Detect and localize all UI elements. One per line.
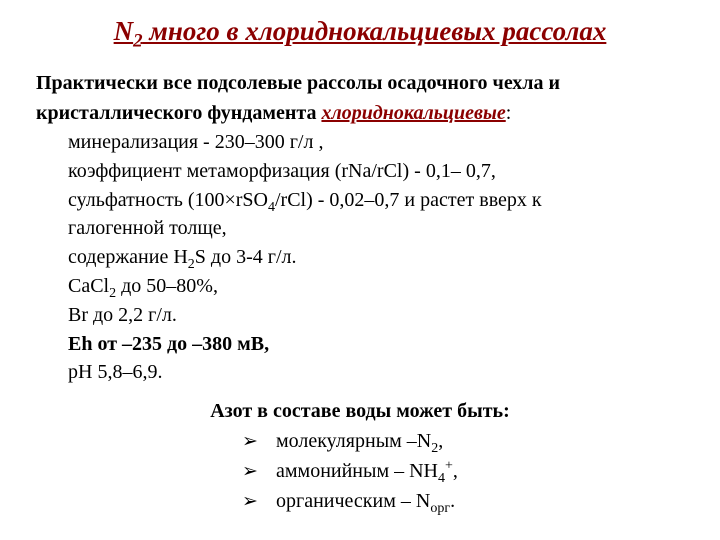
- list-item: [242, 456, 720, 486]
- nitrogen-item-sub: 4: [437, 471, 445, 486]
- h2s-line: [68, 243, 708, 272]
- arrow-bullet-icon: ➢: [242, 430, 258, 452]
- h2s-text-a: содержание H: [68, 246, 188, 269]
- metamorphization-line: коэффициент метаморфизация (rNa/rCl) - 0,1– 0,7,: [68, 159, 496, 182]
- sulfate-continuation-line: галогенной толще,: [68, 217, 227, 240]
- nitrogen-item-tail: .: [450, 490, 456, 512]
- cacl-sub: 2: [109, 285, 117, 301]
- nitrogen-item-sub: орг: [430, 501, 451, 516]
- sulfate-text-a: сульфатность (100×rSO: [68, 188, 268, 211]
- intro-highlight: хлориднокальциевые: [321, 102, 506, 124]
- cacl-line: [68, 272, 708, 301]
- list-item: [242, 426, 720, 456]
- nitrogen-item-sup: +: [444, 458, 453, 474]
- h2s-text-b: S до 3-4 г/л.: [194, 246, 297, 269]
- intro-paragraph: [36, 68, 706, 128]
- sulfate-text-b: /rCl) - 0,02–0,7 и растет вверх к: [275, 188, 542, 211]
- list-item: [242, 486, 720, 516]
- arrow-bullet-icon: ➢: [242, 490, 258, 512]
- title-formula-sub: 2: [133, 30, 143, 52]
- nitrogen-item-text: аммонийным – NH: [276, 460, 438, 482]
- nitrogen-item-text: молекулярным –N: [276, 430, 432, 452]
- properties-list: [68, 128, 708, 387]
- ph-line: pH 5,8–6,9.: [68, 361, 163, 384]
- br-line: Br до 2,2 г/л.: [68, 303, 177, 326]
- intro-colon: :: [505, 102, 512, 124]
- nitrogen-section: [0, 396, 720, 516]
- eh-line: Eh от –235 до –380 мВ,: [68, 332, 270, 355]
- mineralization-line: минерализация - 230–300 г/л ,: [68, 131, 324, 153]
- arrow-bullet-icon: ➢: [242, 460, 258, 482]
- cacl-text-b: до 50–80%,: [116, 274, 218, 297]
- h2s-sub: 2: [187, 257, 195, 273]
- title-formula: N: [113, 16, 134, 46]
- nitrogen-list: [242, 426, 720, 516]
- nitrogen-heading: Азот в составе воды может быть:: [210, 400, 510, 422]
- intro-text: Практически все подсолевые рассолы осадочного чехла и кристаллического фундамента: [36, 72, 561, 124]
- sulfate-sub: 4: [268, 199, 275, 215]
- cacl-text-a: CaCl: [68, 274, 110, 297]
- nitrogen-item-sub: 2: [431, 441, 439, 456]
- sulfate-line: [68, 186, 708, 215]
- page-title: [0, 16, 720, 52]
- title-text: много в хлориднокальциевых рассолах: [142, 16, 607, 46]
- nitrogen-item-text: органическим – N: [276, 490, 431, 512]
- nitrogen-item-tail: ,: [438, 430, 444, 452]
- nitrogen-item-tail: ,: [452, 460, 458, 482]
